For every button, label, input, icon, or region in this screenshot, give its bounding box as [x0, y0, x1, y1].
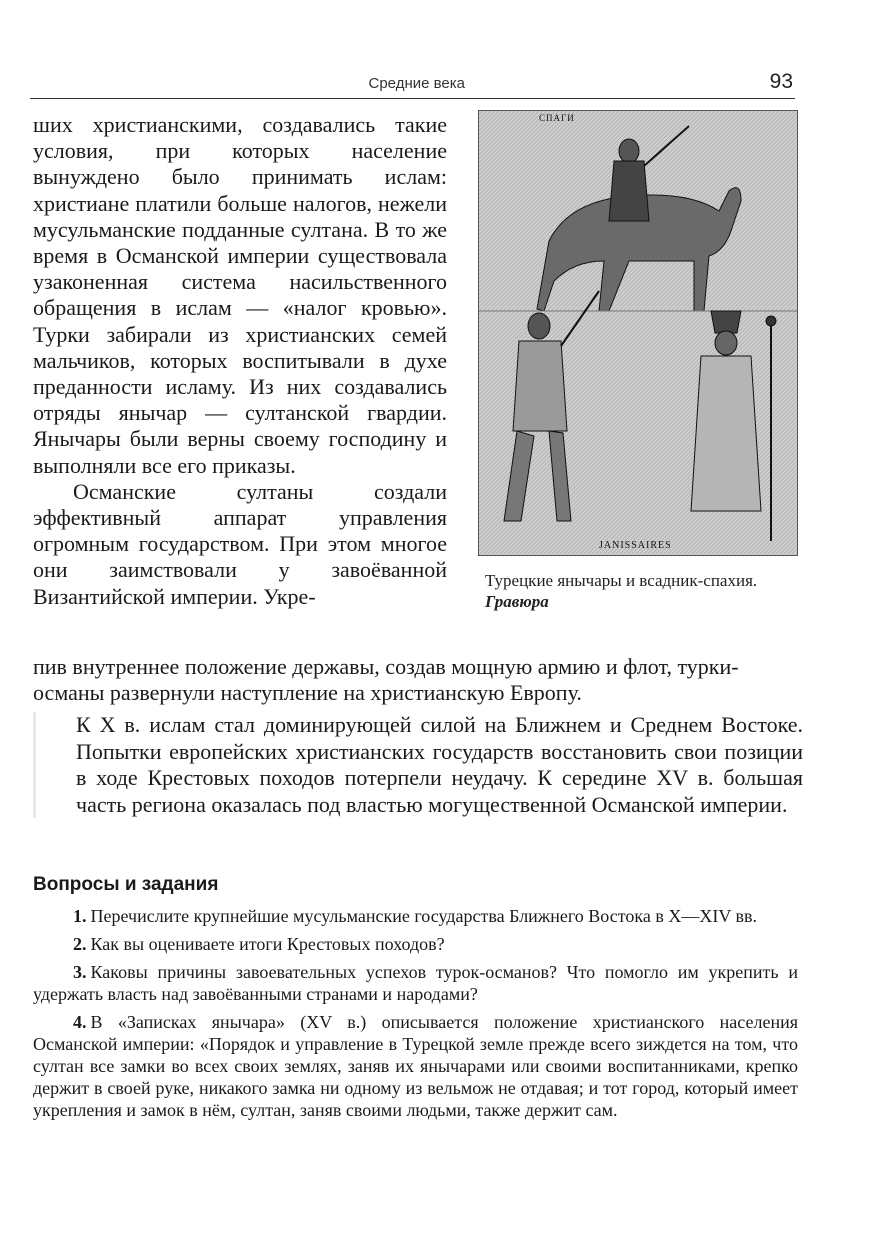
question-item	[33, 905, 798, 927]
questions-list	[33, 905, 798, 1127]
question-item	[33, 933, 798, 955]
paragraph-janissaries: ших христианскими, создавались такие условия, при которых население вынуждено было принимать ислам: христиане платили больше налогов, нежели мусульманские подданные султана. В то же время в Османской империи существовала узаконенная система насильственного обращения в ислам — «налог кровью». Турки забирали из христианских семей мальчиков, которых воспитывали в духе преданности исламу. Из них создавались отряды янычар — султанской гвардии. Янычары были верны своему господину и выполняли все его приказы.	[33, 112, 447, 478]
question-text: Перечислите крупнейшие мусульманские государства Ближнего Востока в X—XIV вв.	[90, 906, 758, 926]
paragraph-continuation: пив внутреннее положение державы, создав мощную армию и флот, турки-османы развернули наступление на христианскую Европу.	[33, 654, 739, 706]
figure-caption	[485, 570, 795, 612]
running-title: Средние века	[368, 75, 465, 92]
summary-block: К X в. ислам стал доминирующей силой на Ближнем и Среднем Востоке. Попытки европейских христианских государств восстановить свои позиции в ходе Крестовых походов потерпели неудачу. К середине XV в. большая часть региона оказалась под властью могущественной Османской империи.	[33, 712, 803, 818]
engraving-label-top: СПАГИ	[539, 113, 575, 123]
question-number: 2.	[73, 934, 87, 954]
intro-text-column	[33, 112, 447, 610]
questions-title: Вопросы и задания	[33, 874, 219, 895]
question-text: Каковы причины завоевательных успехов турок-османов? Что помогло им укрепить и удержать власть над завоёванными странами и народами?	[33, 962, 798, 1004]
page-header	[30, 62, 795, 99]
engraving-figure	[478, 110, 798, 556]
question-number: 1.	[73, 906, 87, 926]
question-text: Как вы оцениваете итоги Крестовых походов?	[90, 934, 445, 954]
question-item	[33, 961, 798, 1005]
caption-kind: Гравюра	[485, 592, 549, 611]
question-number: 4.	[73, 1012, 87, 1032]
question-item	[33, 1011, 798, 1121]
paragraph-sultans: Османские султаны создали эффективный аппарат управления огромным государством. При этом многое они заимствовали у завоёванной Византийской империи. Укре-	[33, 478, 447, 609]
page-number: 93	[769, 70, 793, 93]
caption-text: Турецкие янычары и всадник-спахия.	[485, 571, 758, 590]
engraving-label-bottom: JANISSAIRES	[599, 540, 672, 551]
question-number: 3.	[73, 962, 87, 982]
engraving-illustration	[479, 111, 797, 555]
question-text: В «Записках янычара» (XV в.) описывается положение христианского населения Османской империи: «Порядок и управление в Турецкой земле прежде всего зиждется на том, что султан все замки во всех своих землях, заняв их янычарами или своими воспитанниками, крепко держит в своей руке, никакого замка ни одному из вельмож не отдавая; и тот город, который имеет укрепления и замок в нём, султан, заняв своими людьми, также держит сам.	[33, 1012, 798, 1120]
